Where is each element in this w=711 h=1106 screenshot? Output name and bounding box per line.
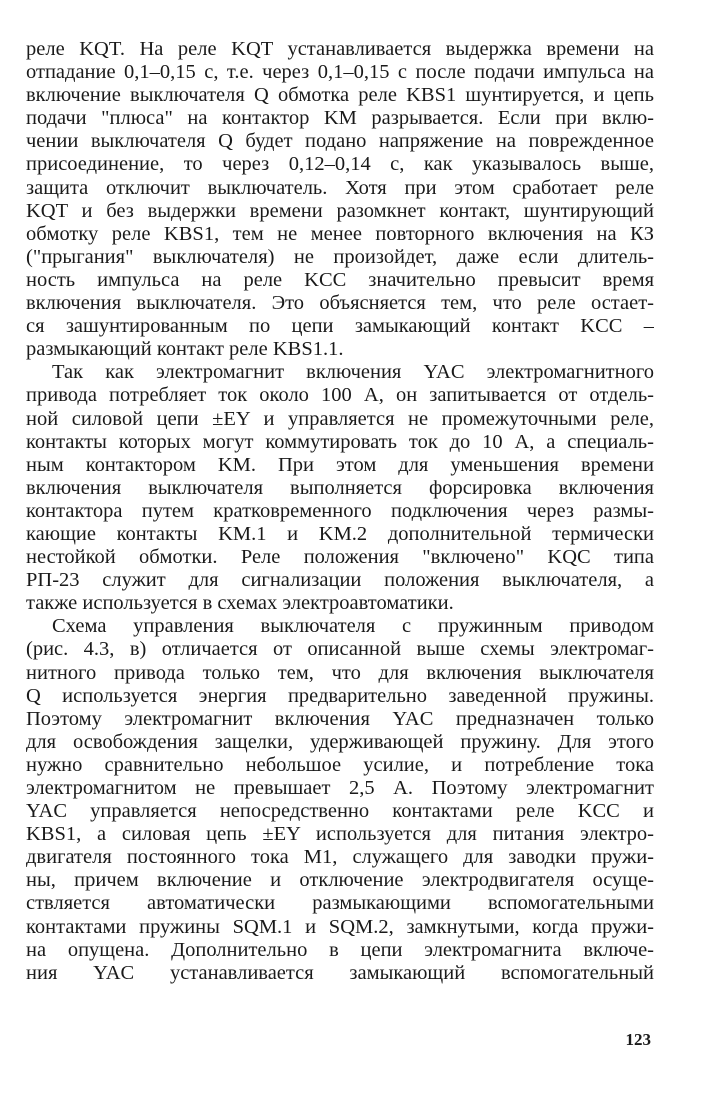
text-line: ния YAC устанавливается замыкающий вспомогательный bbox=[26, 961, 654, 984]
text-line: включения выключателя. Это объясняется тем, что реле остает- bbox=[26, 292, 654, 315]
text-line: Схема управления выключателя с пружинным приводом bbox=[52, 615, 654, 638]
page-body bbox=[26, 38, 654, 985]
text-line: размыкающий контакт реле KBS1.1. bbox=[26, 338, 344, 361]
text-line: реле KQT. На реле KQT устанавливается выдержка времени на bbox=[26, 38, 654, 60]
text-line: YAC управляется непосредственно контактами реле KCC и bbox=[26, 800, 654, 823]
text-line: ной силовой цепи ±EY и управляется не промежуточными реле, bbox=[26, 407, 654, 430]
text-line: защита отключит выключатель. Хотя при этом сработает реле bbox=[26, 176, 654, 199]
text-line: ность импульса на реле KCC значительно превысит время bbox=[26, 268, 654, 291]
text-line: включения выключателя выполняется форсировка включения bbox=[26, 476, 654, 499]
text-line: двигателя постоянного тока M1, служащего для заводки пружи- bbox=[26, 846, 654, 869]
text-line: Так как электромагнит включения YAC электромагнитного bbox=[52, 361, 654, 384]
text-line: KQT и без выдержки времени разомкнет контакт, шунтирующий bbox=[26, 199, 654, 222]
text-line: также используется в схемах электроавтоматики. bbox=[26, 592, 454, 615]
text-line: контактами пружины SQM.1 и SQM.2, замкнутыми, когда пружи- bbox=[26, 915, 654, 938]
paragraph-2 bbox=[26, 361, 654, 615]
text-line: подачи "плюса" на контактор KM разрывается. Если при вклю- bbox=[26, 107, 654, 130]
text-line: для освобождения защелки, удерживающей пружину. Для этого bbox=[26, 730, 654, 753]
page-number: 123 bbox=[625, 1030, 651, 1049]
text-line: ны, причем включение и отключение электродвигателя осуще- bbox=[26, 869, 654, 892]
text-line: контактора путем кратковременного подключения через размы- bbox=[26, 499, 654, 522]
text-line: включение выключателя Q обмотка реле KBS1 шунтируется, и цепь bbox=[26, 84, 654, 107]
text-line: на опущена. Дополнительно в цепи электромагнита включе- bbox=[26, 938, 654, 961]
paragraph-1 bbox=[26, 38, 654, 361]
text-line: отпадание 0,1–0,15 с, т.е. через 0,1–0,15 с после подачи импульса на bbox=[26, 61, 654, 84]
text-line: (рис. 4.3, в) отличается от описанной выше схемы электромаг- bbox=[26, 638, 654, 661]
text-line: Поэтому электромагнит включения YAC предназначен только bbox=[26, 707, 654, 730]
text-line: обмотку реле KBS1, тем не менее повторного включения на КЗ bbox=[26, 222, 654, 245]
text-line: кающие контакты KM.1 и KM.2 дополнительной термически bbox=[26, 522, 654, 545]
text-line: контакты которых могут коммутировать ток до 10 А, а специаль- bbox=[26, 430, 654, 453]
text-line: нестойкой обмотки. Реле положения "включено" KQC типа bbox=[26, 546, 654, 569]
text-line: ("прыгания" выключателя) не произойдет, даже если длитель- bbox=[26, 245, 654, 268]
text-line: KBS1, а силовая цепь ±EY используется для питания электро- bbox=[26, 823, 654, 846]
text-line: привода потребляет ток около 100 А, он запитывается от отдель- bbox=[26, 384, 654, 407]
text-line: ся зашунтированным по цепи замыкающий контакт KCC – bbox=[26, 315, 654, 338]
text-line: присоединение, то через 0,12–0,14 с, как указывалось выше, bbox=[26, 153, 654, 176]
text-line: электромагнитом не превышает 2,5 А. Поэтому электромагнит bbox=[26, 777, 654, 799]
text-line: Q используется энергия предварительно заведенной пружины. bbox=[26, 684, 654, 707]
text-line: ствляется автоматически размыкающими вспомогательными bbox=[26, 892, 654, 915]
paragraph-3 bbox=[26, 615, 654, 985]
text-line: чении выключателя Q будет подано напряжение на поврежденное bbox=[26, 130, 654, 153]
text-line: нитного привода только тем, что для включения выключателя bbox=[26, 661, 654, 684]
text-line: нужно сравнительно небольшое усилие, и потребление тока bbox=[26, 753, 654, 776]
text-line: ным контактором KM. При этом для уменьшения времени bbox=[26, 453, 654, 476]
text-line: РП-23 служит для сигнализации положения выключателя, а bbox=[26, 569, 654, 592]
